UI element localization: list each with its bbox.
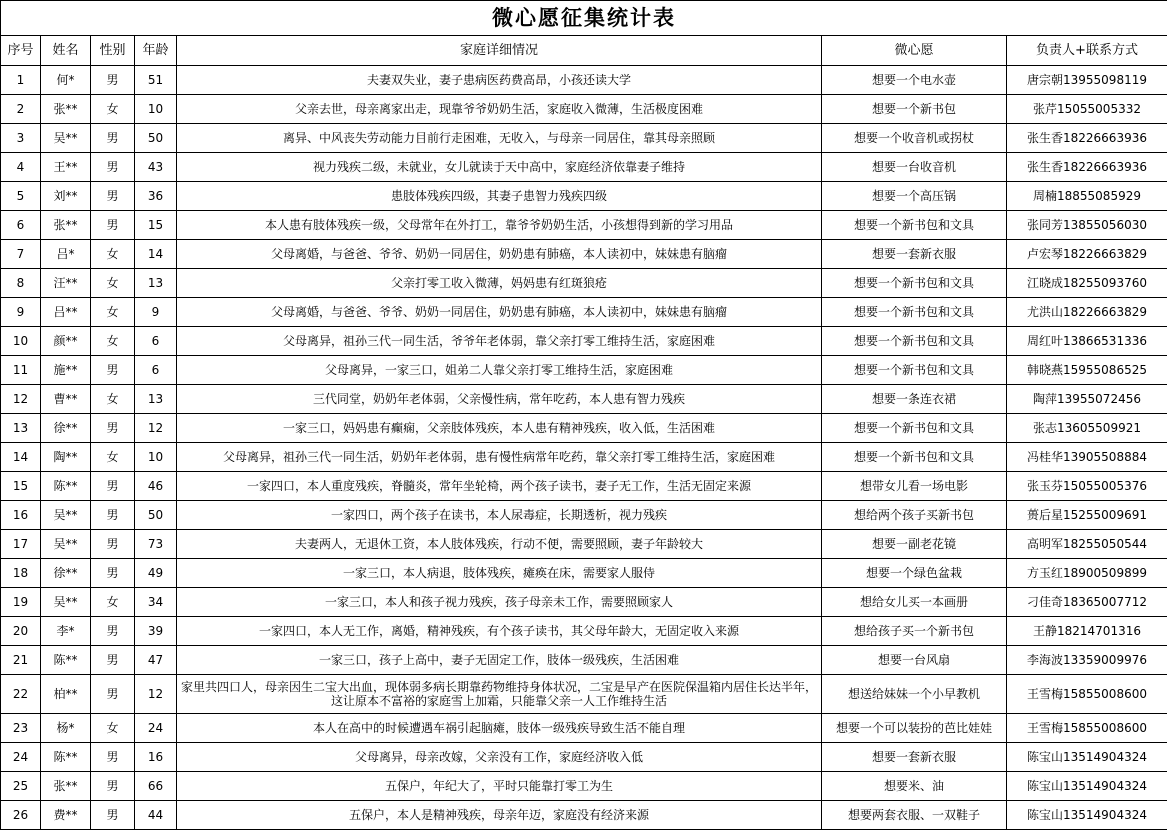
cell-index: 25 bbox=[1, 772, 41, 801]
cell-age: 39 bbox=[135, 617, 177, 646]
cell-gender: 女 bbox=[91, 327, 135, 356]
table-row bbox=[1, 675, 1167, 714]
cell-gender: 女 bbox=[91, 298, 135, 327]
cell-name: 李* bbox=[41, 617, 91, 646]
cell-name: 吴** bbox=[41, 124, 91, 153]
cell-wish: 想要一个高压锅 bbox=[822, 182, 1007, 211]
cell-age: 47 bbox=[135, 646, 177, 675]
table-row bbox=[1, 772, 1167, 801]
cell-index: 22 bbox=[1, 675, 41, 714]
cell-contact: 江晓成18255093760 bbox=[1007, 269, 1167, 298]
cell-wish: 想要一副老花镜 bbox=[822, 530, 1007, 559]
cell-wish: 想带女儿看一场电影 bbox=[822, 472, 1007, 501]
cell-gender: 女 bbox=[91, 385, 135, 414]
cell-gender: 男 bbox=[91, 124, 135, 153]
table-row bbox=[1, 501, 1167, 530]
table-row bbox=[1, 182, 1167, 211]
cell-index: 1 bbox=[1, 66, 41, 95]
cell-name: 柏** bbox=[41, 675, 91, 714]
cell-wish: 想给两个孩子买新书包 bbox=[822, 501, 1007, 530]
cell-gender: 男 bbox=[91, 472, 135, 501]
cell-contact: 刁佳奇18365007712 bbox=[1007, 588, 1167, 617]
cell-index: 12 bbox=[1, 385, 41, 414]
cell-gender: 女 bbox=[91, 95, 135, 124]
cell-age: 14 bbox=[135, 240, 177, 269]
cell-family-detail: 父亲打零工收入微薄，妈妈患有红斑狼疮 bbox=[177, 269, 822, 298]
header-cell: 负责人+联系方式 bbox=[1007, 36, 1167, 66]
cell-gender: 女 bbox=[91, 588, 135, 617]
cell-name: 吕* bbox=[41, 240, 91, 269]
cell-age: 12 bbox=[135, 675, 177, 714]
cell-wish: 想要一个新书包 bbox=[822, 95, 1007, 124]
cell-index: 21 bbox=[1, 646, 41, 675]
cell-name: 陈** bbox=[41, 646, 91, 675]
cell-age: 51 bbox=[135, 66, 177, 95]
table-row bbox=[1, 530, 1167, 559]
cell-wish: 想给女儿买一本画册 bbox=[822, 588, 1007, 617]
cell-contact: 唐宗朝13955098119 bbox=[1007, 66, 1167, 95]
cell-age: 12 bbox=[135, 414, 177, 443]
table-row bbox=[1, 66, 1167, 95]
cell-wish: 想要一套新衣服 bbox=[822, 240, 1007, 269]
cell-contact: 卢宏琴18226663829 bbox=[1007, 240, 1167, 269]
cell-gender: 女 bbox=[91, 269, 135, 298]
cell-index: 14 bbox=[1, 443, 41, 472]
cell-gender: 男 bbox=[91, 530, 135, 559]
cell-wish: 想要一条连衣裙 bbox=[822, 385, 1007, 414]
cell-gender: 男 bbox=[91, 66, 135, 95]
cell-age: 13 bbox=[135, 269, 177, 298]
cell-name: 吴** bbox=[41, 588, 91, 617]
cell-wish: 想要一个新书包和文具 bbox=[822, 443, 1007, 472]
cell-age: 43 bbox=[135, 153, 177, 182]
cell-index: 5 bbox=[1, 182, 41, 211]
cell-index: 18 bbox=[1, 559, 41, 588]
cell-wish: 想要一个绿色盆栽 bbox=[822, 559, 1007, 588]
cell-wish: 想要一个新书包和文具 bbox=[822, 269, 1007, 298]
cell-age: 46 bbox=[135, 472, 177, 501]
cell-index: 16 bbox=[1, 501, 41, 530]
cell-family-detail: 一家四口，本人重度残疾，脊髓炎，常年坐轮椅，两个孩子读书，妻子无工作，生活无固定来源 bbox=[177, 472, 822, 501]
cell-age: 15 bbox=[135, 211, 177, 240]
table-row bbox=[1, 743, 1167, 772]
cell-wish: 想要一台风扇 bbox=[822, 646, 1007, 675]
cell-name: 颜** bbox=[41, 327, 91, 356]
cell-name: 陶** bbox=[41, 443, 91, 472]
cell-age: 13 bbox=[135, 385, 177, 414]
cell-gender: 男 bbox=[91, 675, 135, 714]
cell-gender: 男 bbox=[91, 182, 135, 211]
cell-index: 2 bbox=[1, 95, 41, 124]
cell-age: 10 bbox=[135, 443, 177, 472]
cell-index: 20 bbox=[1, 617, 41, 646]
cell-wish: 想要一个新书包和文具 bbox=[822, 327, 1007, 356]
cell-name: 陈** bbox=[41, 743, 91, 772]
cell-family-detail: 父母离婚，与爸爸、爷爷、奶奶一同居住，奶奶患有肺癌，本人读初中，妹妹患有脑瘤 bbox=[177, 298, 822, 327]
cell-contact: 张同芳13855056030 bbox=[1007, 211, 1167, 240]
header-cell: 序号 bbox=[1, 36, 41, 66]
cell-contact: 陈宝山13514904324 bbox=[1007, 801, 1167, 830]
cell-age: 6 bbox=[135, 356, 177, 385]
cell-index: 11 bbox=[1, 356, 41, 385]
cell-contact: 蒉后星15255009691 bbox=[1007, 501, 1167, 530]
cell-name: 施** bbox=[41, 356, 91, 385]
cell-family-detail: 三代同堂，奶奶年老体弱，父亲慢性病，常年吃药，本人患有智力残疾 bbox=[177, 385, 822, 414]
table-row bbox=[1, 801, 1167, 830]
cell-age: 9 bbox=[135, 298, 177, 327]
cell-name: 陈** bbox=[41, 472, 91, 501]
cell-name: 曹** bbox=[41, 385, 91, 414]
cell-contact: 张玉芬15055005376 bbox=[1007, 472, 1167, 501]
cell-wish: 想要一套新衣服 bbox=[822, 743, 1007, 772]
cell-age: 50 bbox=[135, 501, 177, 530]
cell-age: 16 bbox=[135, 743, 177, 772]
cell-name: 杨* bbox=[41, 714, 91, 743]
cell-wish: 想送给妹妹一个小早教机 bbox=[822, 675, 1007, 714]
cell-age: 36 bbox=[135, 182, 177, 211]
cell-contact: 陶萍13955072456 bbox=[1007, 385, 1167, 414]
cell-gender: 男 bbox=[91, 646, 135, 675]
cell-gender: 女 bbox=[91, 714, 135, 743]
cell-family-detail: 家里共四口人，母亲因生二宝大出血，现体弱多病长期靠药物维持身体状况，二宝是早产在医院保温箱内居住长达半年，这让原本不富裕的家庭雪上加霜，只能靠父亲一人工作维持生活 bbox=[177, 675, 822, 714]
cell-age: 34 bbox=[135, 588, 177, 617]
table-row bbox=[1, 443, 1167, 472]
table-row bbox=[1, 356, 1167, 385]
cell-family-detail: 父母离异，一家三口，姐弟二人靠父亲打零工维持生活，家庭困难 bbox=[177, 356, 822, 385]
table-row bbox=[1, 559, 1167, 588]
cell-index: 26 bbox=[1, 801, 41, 830]
cell-gender: 男 bbox=[91, 211, 135, 240]
cell-wish: 想要一个新书包和文具 bbox=[822, 298, 1007, 327]
table-row bbox=[1, 588, 1167, 617]
cell-age: 73 bbox=[135, 530, 177, 559]
cell-index: 6 bbox=[1, 211, 41, 240]
cell-name: 费** bbox=[41, 801, 91, 830]
cell-family-detail: 一家四口，两个孩子在读书，本人尿毒症，长期透析，视力残疾 bbox=[177, 501, 822, 530]
cell-age: 44 bbox=[135, 801, 177, 830]
table-row bbox=[1, 327, 1167, 356]
cell-family-detail: 本人患有肢体残疾一级，父母常年在外打工，靠爷爷奶奶生活，小孩想得到新的学习用品 bbox=[177, 211, 822, 240]
cell-gender: 男 bbox=[91, 153, 135, 182]
cell-wish: 想要一台收音机 bbox=[822, 153, 1007, 182]
cell-family-detail: 夫妻两人，无退休工资，本人肢体残疾，行动不便，需要照顾，妻子年龄较大 bbox=[177, 530, 822, 559]
cell-family-detail: 一家三口，孩子上高中，妻子无固定工作，肢体一级残疾，生活困难 bbox=[177, 646, 822, 675]
table-row bbox=[1, 124, 1167, 153]
cell-gender: 女 bbox=[91, 240, 135, 269]
cell-family-detail: 五保户，年纪大了，平时只能靠打零工为生 bbox=[177, 772, 822, 801]
cell-index: 24 bbox=[1, 743, 41, 772]
cell-index: 15 bbox=[1, 472, 41, 501]
cell-family-detail: 父母离异，祖孙三代一同生活，奶奶年老体弱，患有慢性病常年吃药，靠父亲打零工维持生活，家庭困难 bbox=[177, 443, 822, 472]
cell-family-detail: 离异、中风丧失劳动能力目前行走困难，无收入，与母亲一同居住，靠其母亲照顾 bbox=[177, 124, 822, 153]
table-row bbox=[1, 472, 1167, 501]
header-cell: 姓名 bbox=[41, 36, 91, 66]
cell-family-detail: 夫妻双失业，妻子患病医药费高昂，小孩还读大学 bbox=[177, 66, 822, 95]
cell-wish: 想要一个电水壶 bbox=[822, 66, 1007, 95]
cell-name: 徐** bbox=[41, 559, 91, 588]
cell-family-detail: 一家三口，妈妈患有癫痫，父亲肢体残疾，本人患有精神残疾，收入低，生活困难 bbox=[177, 414, 822, 443]
cell-family-detail: 一家三口，本人和孩子视力残疾，孩子母亲未工作，需要照顾家人 bbox=[177, 588, 822, 617]
cell-family-detail: 本人在高中的时候遭遇车祸引起脑瘫，肢体一级残疾导致生活不能自理 bbox=[177, 714, 822, 743]
cell-index: 8 bbox=[1, 269, 41, 298]
cell-name: 张** bbox=[41, 211, 91, 240]
table-title: 微心愿征集统计表 bbox=[1, 1, 1167, 36]
table-row bbox=[1, 617, 1167, 646]
cell-contact: 陈宝山13514904324 bbox=[1007, 772, 1167, 801]
cell-contact: 张芹15055005332 bbox=[1007, 95, 1167, 124]
cell-wish: 想要一个新书包和文具 bbox=[822, 356, 1007, 385]
cell-index: 13 bbox=[1, 414, 41, 443]
cell-age: 10 bbox=[135, 95, 177, 124]
cell-index: 23 bbox=[1, 714, 41, 743]
header-cell: 年龄 bbox=[135, 36, 177, 66]
header-cell: 性别 bbox=[91, 36, 135, 66]
table-row bbox=[1, 240, 1167, 269]
cell-name: 徐** bbox=[41, 414, 91, 443]
cell-wish: 想要一个收音机或拐杖 bbox=[822, 124, 1007, 153]
cell-index: 19 bbox=[1, 588, 41, 617]
cell-age: 49 bbox=[135, 559, 177, 588]
cell-contact: 张生香18226663936 bbox=[1007, 153, 1167, 182]
cell-contact: 王静18214701316 bbox=[1007, 617, 1167, 646]
cell-name: 吴** bbox=[41, 530, 91, 559]
cell-family-detail: 视力残疾二级，未就业，女儿就读于天中高中，家庭经济依靠妻子维持 bbox=[177, 153, 822, 182]
table-row bbox=[1, 95, 1167, 124]
table-row bbox=[1, 385, 1167, 414]
cell-contact: 张志13605509921 bbox=[1007, 414, 1167, 443]
cell-family-detail: 患肢体残疾四级，其妻子患智力残疾四级 bbox=[177, 182, 822, 211]
table-row bbox=[1, 714, 1167, 743]
cell-name: 吴** bbox=[41, 501, 91, 530]
table-row bbox=[1, 646, 1167, 675]
cell-gender: 男 bbox=[91, 501, 135, 530]
cell-gender: 女 bbox=[91, 443, 135, 472]
cell-age: 66 bbox=[135, 772, 177, 801]
cell-contact: 韩晓燕15955086525 bbox=[1007, 356, 1167, 385]
cell-contact: 尤洪山18226663829 bbox=[1007, 298, 1167, 327]
cell-name: 何* bbox=[41, 66, 91, 95]
cell-index: 3 bbox=[1, 124, 41, 153]
table-row bbox=[1, 211, 1167, 240]
cell-name: 吕** bbox=[41, 298, 91, 327]
cell-gender: 男 bbox=[91, 559, 135, 588]
cell-index: 7 bbox=[1, 240, 41, 269]
cell-wish: 想要米、油 bbox=[822, 772, 1007, 801]
cell-name: 王** bbox=[41, 153, 91, 182]
cell-gender: 男 bbox=[91, 743, 135, 772]
cell-gender: 男 bbox=[91, 617, 135, 646]
header-row bbox=[1, 36, 1167, 66]
cell-gender: 男 bbox=[91, 356, 135, 385]
cell-gender: 男 bbox=[91, 801, 135, 830]
cell-wish: 想要一个新书包和文具 bbox=[822, 414, 1007, 443]
table-row bbox=[1, 414, 1167, 443]
cell-contact: 张生香18226663936 bbox=[1007, 124, 1167, 153]
cell-name: 刘** bbox=[41, 182, 91, 211]
cell-contact: 方玉红18900509899 bbox=[1007, 559, 1167, 588]
cell-index: 17 bbox=[1, 530, 41, 559]
cell-contact: 王雪梅15855008600 bbox=[1007, 714, 1167, 743]
cell-contact: 李海波13359009976 bbox=[1007, 646, 1167, 675]
cell-age: 24 bbox=[135, 714, 177, 743]
cell-family-detail: 父母离异，祖孙三代一同生活，爷爷年老体弱，靠父亲打零工维持生活，家庭困难 bbox=[177, 327, 822, 356]
cell-contact: 高明军18255050544 bbox=[1007, 530, 1167, 559]
cell-wish: 想要两套衣服、一双鞋子 bbox=[822, 801, 1007, 830]
cell-name: 汪** bbox=[41, 269, 91, 298]
header-cell: 家庭详细情况 bbox=[177, 36, 822, 66]
cell-family-detail: 五保户，本人是精神残疾，母亲年迈，家庭没有经济来源 bbox=[177, 801, 822, 830]
cell-age: 6 bbox=[135, 327, 177, 356]
cell-family-detail: 一家四口，本人无工作，离婚，精神残疾，有个孩子读书，其父母年龄大，无固定收入来源 bbox=[177, 617, 822, 646]
cell-contact: 冯桂华13905508884 bbox=[1007, 443, 1167, 472]
cell-name: 张** bbox=[41, 772, 91, 801]
cell-family-detail: 一家三口，本人病退，肢体残疾，瘫痪在床，需要家人服侍 bbox=[177, 559, 822, 588]
cell-gender: 男 bbox=[91, 414, 135, 443]
cell-age: 50 bbox=[135, 124, 177, 153]
cell-contact: 王雪梅15855008600 bbox=[1007, 675, 1167, 714]
cell-index: 9 bbox=[1, 298, 41, 327]
header-cell: 微心愿 bbox=[822, 36, 1007, 66]
table-row bbox=[1, 153, 1167, 182]
cell-wish: 想要一个可以装扮的芭比娃娃 bbox=[822, 714, 1007, 743]
cell-wish: 想给孩子买一个新书包 bbox=[822, 617, 1007, 646]
cell-contact: 陈宝山13514904324 bbox=[1007, 743, 1167, 772]
cell-family-detail: 父亲去世，母亲离家出走，现靠爷爷奶奶生活，家庭收入微薄，生活极度困难 bbox=[177, 95, 822, 124]
cell-family-detail: 父母离异，母亲改嫁，父亲没有工作，家庭经济收入低 bbox=[177, 743, 822, 772]
cell-contact: 周红叶13866531336 bbox=[1007, 327, 1167, 356]
cell-index: 10 bbox=[1, 327, 41, 356]
cell-gender: 男 bbox=[91, 772, 135, 801]
cell-family-detail: 父母离婚，与爸爸、爷爷、奶奶一同居住，奶奶患有肺癌，本人读初中，妹妹患有脑瘤 bbox=[177, 240, 822, 269]
cell-name: 张** bbox=[41, 95, 91, 124]
table-row bbox=[1, 298, 1167, 327]
table-row bbox=[1, 269, 1167, 298]
cell-contact: 周楠18855085929 bbox=[1007, 182, 1167, 211]
cell-index: 4 bbox=[1, 153, 41, 182]
cell-wish: 想要一个新书包和文具 bbox=[822, 211, 1007, 240]
